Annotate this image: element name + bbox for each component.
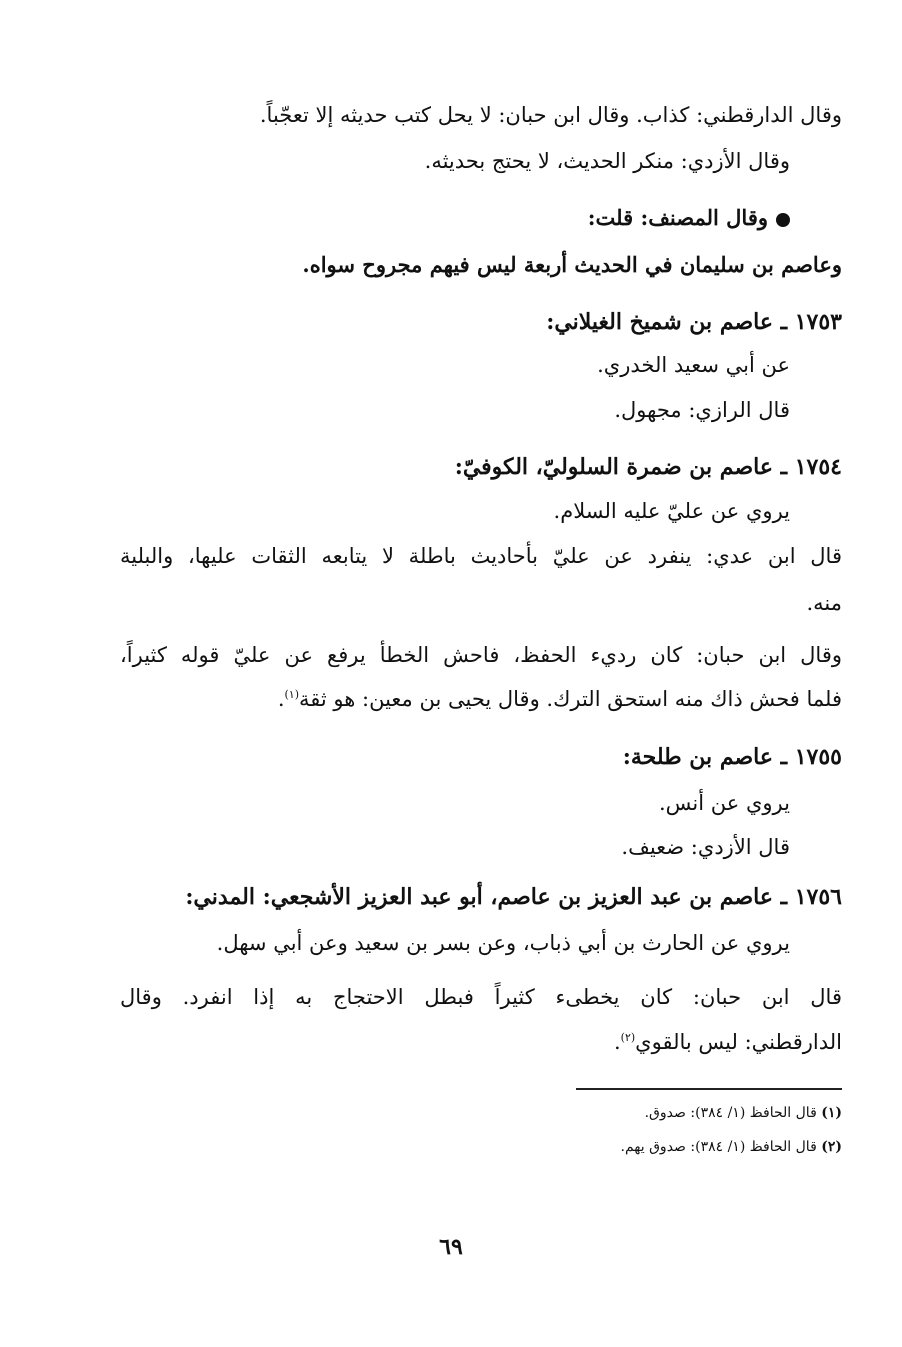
- text-line: وقال الأزدي: منكر الحديث، لا يحتج بحديثه.: [424, 149, 790, 173]
- text-line: منه.: [806, 591, 842, 615]
- entry-heading-1755: ١٧٥٥ ـ عاصم بن طلحة:: [622, 744, 842, 770]
- text-line: قال الرازي: مجهول.: [614, 398, 790, 422]
- footnote-marker: (٢): [620, 1031, 636, 1044]
- text-line: عن أبي سعيد الخدري.: [597, 353, 790, 377]
- entry-heading-1754: ١٧٥٤ ـ عاصم بن ضمرة السلوليّ، الكوفيّ:: [454, 454, 842, 480]
- footnote-divider: [576, 1088, 842, 1090]
- text-line: قال ابن عدي: ينفرد عن عليّ بأحاديث باطلة لا يتابعه الثقات عليها، والبلية: [120, 544, 842, 568]
- text-line: وقال ابن حبان: كان رديء الحفظ، فاحش الخطأ يرفع عن عليّ قوله كثيراً،: [120, 643, 842, 667]
- author-note-heading: وقال المصنف: قلت:: [588, 203, 790, 233]
- footnote-1: (١) قال الحافظ (١/ ٣٨٤): صدوق.: [644, 1105, 842, 1121]
- text-line: فلما فحش ذاك منه استحق الترك. وقال يحيى بن معين: هو ثقة$^{(١)}$.: [277, 687, 842, 711]
- text-line: الدارقطني: ليس بالقوي$^{(٢)}$.: [613, 1030, 842, 1054]
- entry-heading-1756: ١٧٥٦ ـ عاصم بن عبد العزيز بن عاصم، أبو عبد العزيز الأشجعي: المدني:: [185, 884, 842, 910]
- text-line: قال الأزدي: ضعيف.: [621, 835, 790, 859]
- text-line: يروي عن الحارث بن أبي ذباب، وعن بسر بن سعيد وعن أبي سهل.: [216, 931, 790, 955]
- entry-heading-1753: ١٧٥٣ ـ عاصم بن شميخ الغيلاني:: [546, 309, 842, 335]
- text-line: يروي عن عليّ عليه السلام.: [553, 499, 790, 523]
- text-line: قال ابن حبان: كان يخطىء كثيراً فبطل الاحتجاج به إذا انفرد. وقال: [120, 985, 842, 1009]
- text-line: وقال الدارقطني: كذاب. وقال ابن حبان: لا يحل كتب حديثه إلا تعجّباً.: [259, 103, 842, 127]
- footnote-2: (٢) قال الحافظ (١/ ٣٨٤): صدوق يهم.: [620, 1139, 842, 1155]
- author-note-text: وعاصم بن سليمان في الحديث أربعة ليس فيهم مجروح سواه.: [302, 252, 842, 277]
- text-line: يروي عن أنس.: [658, 791, 790, 815]
- bullet-dot-icon: [776, 213, 790, 227]
- footnote-marker: (١): [284, 688, 300, 701]
- page-number: ٦٩: [439, 1234, 463, 1260]
